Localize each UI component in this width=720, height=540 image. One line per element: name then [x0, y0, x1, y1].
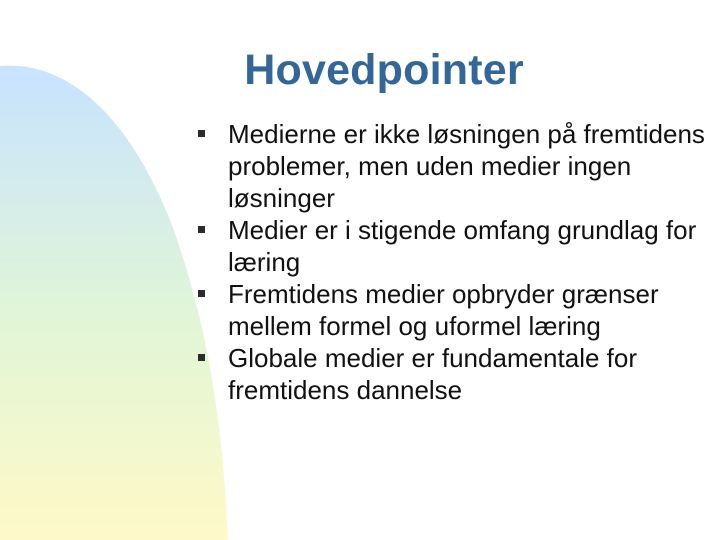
slide-title: Hovedpointer [244, 46, 524, 94]
square-bullet-icon [198, 354, 205, 361]
bullet-item [196, 118, 706, 214]
bullet-text: Medier er i stigende omfang grundlag for læring [228, 215, 697, 277]
bullet-text: Medierne er ikke løsningen på fremtidens problemer, men uden medier ingen løsninger [228, 119, 705, 213]
bullet-item [196, 278, 706, 342]
square-bullet-icon [198, 290, 205, 297]
bullet-list [196, 118, 706, 406]
square-bullet-icon [198, 130, 205, 137]
bullet-text: Fremtidens medier opbryder grænser mellem formel og uformel læring [228, 279, 659, 341]
bullet-item [196, 342, 706, 406]
bullet-item [196, 214, 706, 278]
square-bullet-icon [198, 226, 205, 233]
bullet-text: Globale medier er fundamentale for fremtidens dannelse [228, 343, 638, 405]
